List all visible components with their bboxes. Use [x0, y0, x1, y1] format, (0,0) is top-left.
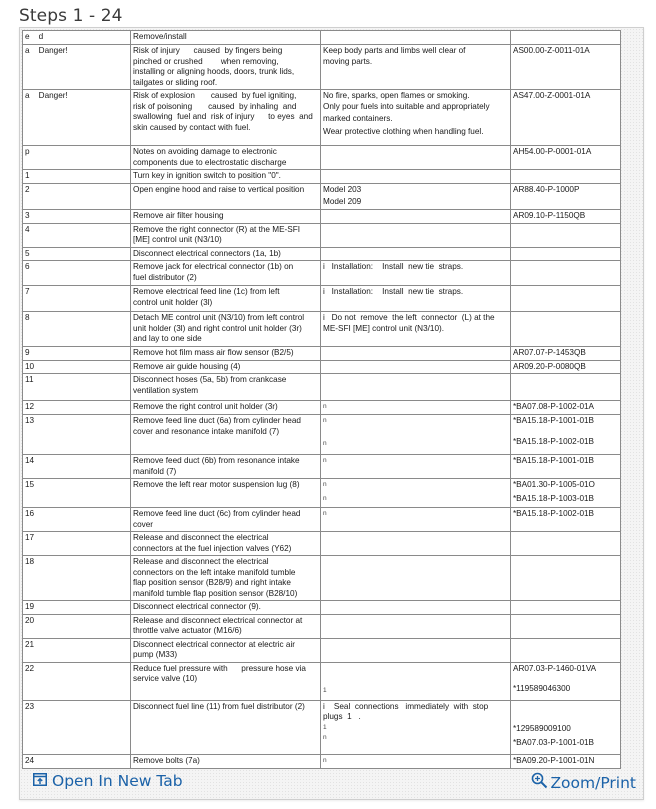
step-number-cell: 2 [23, 183, 131, 209]
reference-code: *BA07.03-P-1001-01B [513, 738, 595, 747]
table-row [23, 455, 621, 479]
operation-text: Release and disconnect the electrical [133, 557, 269, 566]
operation-text: Release and disconnect electrical connector at [133, 615, 303, 625]
notes-cell [321, 360, 511, 374]
table-row [23, 209, 621, 223]
note-text: i Installation: Install new tie straps. [323, 287, 464, 296]
table-row [23, 183, 621, 209]
step-number-cell: 7 [23, 286, 131, 312]
header-cell-step: e d [23, 31, 131, 45]
notes-cell [321, 556, 511, 601]
note-text: plugs 1 . [323, 712, 361, 721]
table-row [23, 415, 621, 455]
operation-text: pinched or crushed when removing, [133, 56, 279, 66]
notes-cell [321, 455, 511, 479]
operation-cell [131, 261, 321, 286]
operation-text: Remove the right connector (R) at the ME-SFI [133, 224, 300, 234]
reference-cell [511, 45, 621, 90]
reference-cell [511, 247, 621, 261]
table-row [23, 170, 621, 184]
note-text: n [323, 403, 327, 410]
table-row [23, 346, 621, 360]
step-number-cell: 21 [23, 638, 131, 662]
reference-cell [511, 183, 621, 209]
note-text: n [323, 510, 327, 517]
step-number-cell: 12 [23, 401, 131, 415]
operation-text: connectors on the left intake manifold tumble [133, 567, 296, 577]
reference-code: AR07.03-P-1460-01VA [513, 663, 597, 673]
table-row [23, 700, 621, 754]
note-text: n [323, 481, 327, 488]
table-row [23, 532, 621, 556]
operation-cell [131, 170, 321, 184]
operation-text: skin caused by contact with fuel. [133, 122, 251, 132]
operation-text: components due to electrostatic discharge [133, 157, 287, 167]
notes-cell [321, 170, 511, 184]
operation-text: pump (M33) [133, 650, 178, 659]
step-number-cell: 13 [23, 415, 131, 455]
reference-code: AR07.07-P-1453QB [513, 347, 586, 357]
operation-text: manifold (7) [133, 466, 177, 476]
step-number-cell: 20 [23, 614, 131, 638]
reference-cell [511, 479, 621, 508]
operation-text: Remove air filter housing [133, 210, 224, 220]
notes-cell [321, 401, 511, 415]
reference-code: *BA15.18-P-1001-01B [513, 456, 595, 465]
operation-text: manifold tumble flap position sensor (B28/10) [133, 588, 298, 598]
operation-cell [131, 508, 321, 532]
step-number-cell: 17 [23, 532, 131, 556]
operation-cell [131, 700, 321, 754]
operation-cell [131, 146, 321, 170]
operation-text: Remove the right control unit holder (3r) [133, 402, 278, 411]
operation-cell [131, 183, 321, 209]
operation-text: installing or aligning hoods, doors, trunk lids, [133, 67, 295, 76]
note-text: No fire, sparks, open flames or smoking. [323, 91, 470, 100]
operation-text: control unit holder (3l) [133, 297, 213, 307]
operation-text: cover and resonance intake manifold (7) [133, 426, 280, 436]
header-cell-operation: Remove/install [131, 31, 321, 45]
operation-text: Disconnect hoses (5a, 5b) from crankcase [133, 375, 287, 384]
operation-text: Disconnect electrical connector (9). [133, 602, 261, 611]
operation-cell [131, 346, 321, 360]
notes-cell [321, 415, 511, 455]
notes-cell [321, 247, 511, 261]
notes-cell [321, 601, 511, 615]
operation-text: service valve (10) [133, 674, 198, 683]
reference-code: AR88.40-P-1000P [513, 184, 580, 194]
reference-cell [511, 286, 621, 312]
operation-text: Remove jack for electrical connector (1b) on [133, 262, 294, 271]
table-row [23, 479, 621, 508]
operation-cell [131, 532, 321, 556]
operation-text: Release and disconnect the electrical [133, 533, 269, 542]
reference-code: *BA01.30-P-1005-01O [513, 480, 595, 489]
reference-cell [511, 532, 621, 556]
operation-text: fuel distributor (2) [133, 272, 197, 282]
reference-cell [511, 662, 621, 700]
reference-code: *BA15.18-P-1001-01B [513, 416, 595, 425]
step-number-cell: a Danger! [23, 90, 131, 146]
operation-text: Detach ME control unit (N3/10) from left control [133, 313, 305, 322]
operation-text: tailgates or sliding roof. [133, 77, 218, 87]
step-number-cell: 14 [23, 455, 131, 479]
note-text: marked containers. [323, 114, 393, 123]
reference-code: AS00.00-Z-0011-01A [513, 46, 590, 55]
operation-text: connectors at the fuel injection valves (Y62) [133, 543, 292, 553]
note-text: n [323, 417, 327, 424]
note-text: ME-SFI [ME] control unit (N3/10). [323, 323, 445, 333]
zoom-in-icon [531, 772, 548, 793]
operation-cell [131, 662, 321, 700]
reference-cell [511, 614, 621, 638]
reference-cell [511, 170, 621, 184]
table-row [23, 146, 621, 170]
operation-cell [131, 601, 321, 615]
reference-code: *BA15.18-P-1002-01B [513, 436, 595, 446]
operation-cell [131, 223, 321, 247]
reference-cell [511, 346, 621, 360]
reference-cell [511, 223, 621, 247]
operation-cell [131, 556, 321, 601]
step-number-cell: 18 [23, 556, 131, 601]
operation-text: throttle valve actuator (M16/6) [133, 626, 242, 635]
operation-text: Disconnect electrical connectors (1a, 1b) [133, 248, 281, 258]
operation-text: Disconnect electrical connector at electric air [133, 639, 295, 649]
operation-text: Remove bolts (7a) [133, 755, 200, 765]
reference-cell [511, 508, 621, 532]
notes-cell [321, 286, 511, 312]
open-in-new-tab-icon [33, 772, 47, 790]
step-number-cell: 6 [23, 261, 131, 286]
reference-cell [511, 360, 621, 374]
step-number-cell: 11 [23, 374, 131, 401]
note-text: n [323, 734, 327, 741]
reference-code: *119589046300 [513, 684, 571, 693]
reference-cell [511, 556, 621, 601]
notes-cell [321, 479, 511, 508]
operation-text: Reduce fuel pressure with pressure hose via [133, 663, 306, 673]
reference-cell [511, 415, 621, 455]
table-row [23, 312, 621, 347]
operation-cell [131, 455, 321, 479]
step-number-cell: 15 [23, 479, 131, 508]
reference-cell [511, 209, 621, 223]
notes-cell [321, 183, 511, 209]
table-row [23, 45, 621, 90]
operation-text: flap position sensor (B28/9) and right intake [133, 578, 291, 587]
operation-text: Remove feed line duct (6c) from cylinder head [133, 509, 301, 518]
table-row [23, 638, 621, 662]
notes-cell [321, 312, 511, 347]
reference-cell [511, 601, 621, 615]
page-title: Steps 1 - 24 [19, 6, 123, 26]
table-row [23, 401, 621, 415]
notes-cell [321, 374, 511, 401]
reference-code: *129589009100 [513, 723, 571, 733]
operation-text: [ME] control unit (N3/10) [133, 235, 222, 244]
table-row [23, 601, 621, 615]
notes-cell [321, 45, 511, 90]
reference-code: *BA15.18-P-1003-01B [513, 493, 595, 503]
operation-cell [131, 401, 321, 415]
operation-text: Remove feed line duct (6a) from cylinder head [133, 416, 301, 425]
operation-cell [131, 415, 321, 455]
operation-text: Risk of explosion caused by fuel igniting, [133, 91, 297, 100]
reference-cell [511, 312, 621, 347]
operation-text: swallowing fuel and risk of injury to eyes and [133, 112, 313, 121]
notes-cell [321, 209, 511, 223]
header-cell-reference [511, 31, 621, 45]
note-text: Wear protective clothing when handling fuel. [323, 126, 484, 136]
operation-cell [131, 286, 321, 312]
step-number-cell: 1 [23, 170, 131, 184]
notes-cell [321, 146, 511, 170]
note-text: n [323, 494, 327, 502]
steps-table [22, 30, 621, 769]
operation-cell [131, 312, 321, 347]
table-row [23, 374, 621, 401]
step-number-cell: 16 [23, 508, 131, 532]
reference-code: *BA09.20-P-1001-01N [513, 755, 595, 765]
step-number-cell: 4 [23, 223, 131, 247]
table-row [23, 614, 621, 638]
step-number-cell: p [23, 146, 131, 170]
reference-cell [511, 401, 621, 415]
table-row [23, 261, 621, 286]
operation-cell [131, 209, 321, 223]
document-viewer [22, 30, 620, 769]
table-row [23, 247, 621, 261]
notes-cell [321, 261, 511, 286]
operation-cell [131, 614, 321, 638]
table-row [23, 286, 621, 312]
notes-cell [321, 614, 511, 638]
viewer-footer [19, 762, 644, 798]
operation-text: Open engine hood and raise to vertical position [133, 184, 305, 194]
operation-cell [131, 638, 321, 662]
zoom-print-label: Zoom/Print [550, 773, 636, 792]
reference-cell [511, 638, 621, 662]
step-number-cell: 10 [23, 360, 131, 374]
note-text: 1 [323, 686, 327, 694]
table-row [23, 662, 621, 700]
note-text: Only pour fuels into suitable and appropriately [323, 101, 490, 111]
open-in-new-tab-label: Open In New Tab [52, 772, 183, 790]
notes-cell [321, 638, 511, 662]
table-header-row [23, 31, 621, 45]
reference-cell [511, 90, 621, 146]
reference-code: AH54.00-P-0001-01A [513, 147, 592, 156]
step-number-cell: 19 [23, 601, 131, 615]
header-cell-notes [321, 31, 511, 45]
notes-cell [321, 508, 511, 532]
operation-text: Remove air guide housing (4) [133, 361, 241, 371]
operation-text: Remove electrical feed line (1c) from left [133, 287, 280, 296]
operation-text: Risk of injury caused by fingers being [133, 46, 283, 55]
notes-cell [321, 532, 511, 556]
reference-cell [511, 455, 621, 479]
notes-cell [321, 90, 511, 146]
step-number-cell: a Danger! [23, 45, 131, 90]
note-text: n [323, 439, 327, 447]
step-number-cell: 8 [23, 312, 131, 347]
notes-cell [321, 346, 511, 360]
reference-cell [511, 374, 621, 401]
operation-cell [131, 90, 321, 146]
step-number-cell: 24 [23, 754, 131, 768]
note-text: Model 209 [323, 197, 362, 206]
operation-cell [131, 374, 321, 401]
notes-cell [321, 223, 511, 247]
note-text: n [323, 457, 327, 464]
operation-text: Remove hot film mass air flow sensor (B2/5) [133, 347, 294, 357]
step-number-cell: 23 [23, 700, 131, 754]
zoom-print-link[interactable] [531, 772, 636, 793]
note-text: moving parts. [323, 56, 373, 66]
reference-cell [511, 146, 621, 170]
note-text: i Do not remove the left connector (L) at the [323, 313, 495, 322]
reference-code: AR09.20-P-0080QB [513, 361, 586, 371]
operation-cell [131, 479, 321, 508]
operation-text: Notes on avoiding damage to electronic [133, 147, 277, 156]
operation-cell [131, 45, 321, 90]
notes-cell [321, 662, 511, 700]
open-in-new-tab-link[interactable] [33, 772, 183, 790]
operation-text: risk of poisoning caused by inhaling and [133, 101, 297, 111]
note-text: 1 [323, 723, 327, 731]
reference-code: *BA07.08-P-1002-01A [513, 402, 595, 411]
operation-text: Disconnect fuel line (11) from fuel distributor (2) [133, 701, 305, 711]
operation-text: Turn key in ignition switch to position "0". [133, 171, 281, 180]
reference-code: AS47.00-Z-0001-01A [513, 91, 591, 100]
note-text: i Installation: Install new tie straps. [323, 262, 464, 271]
operation-text: Remove feed duct (6b) from resonance intake [133, 456, 300, 465]
operation-text: ventilation system [133, 385, 199, 395]
note-text: i Seal connections immediately with stop [323, 701, 489, 711]
table-row [23, 556, 621, 601]
step-number-cell: 3 [23, 209, 131, 223]
operation-cell [131, 247, 321, 261]
notes-cell [321, 700, 511, 754]
operation-text: cover [133, 519, 154, 529]
reference-cell [511, 261, 621, 286]
note-text: Keep body parts and limbs well clear of [323, 46, 466, 55]
operation-text: Remove the left rear motor suspension lug (8) [133, 480, 300, 489]
operation-text: unit holder (3l) and right control unit holder (3r) [133, 323, 302, 333]
note-text: n [323, 756, 327, 764]
operation-text: and lay to one side [133, 334, 202, 343]
table-row [23, 90, 621, 146]
step-number-cell: 9 [23, 346, 131, 360]
reference-cell [511, 700, 621, 754]
operation-cell [131, 360, 321, 374]
step-number-cell: 22 [23, 662, 131, 700]
table-row [23, 360, 621, 374]
table-row [23, 223, 621, 247]
reference-code: *BA15.18-P-1002-01B [513, 509, 595, 518]
note-text: Model 203 [323, 184, 362, 194]
reference-code: AR09.10-P-1150QB [513, 210, 586, 220]
step-number-cell: 5 [23, 247, 131, 261]
table-row [23, 508, 621, 532]
